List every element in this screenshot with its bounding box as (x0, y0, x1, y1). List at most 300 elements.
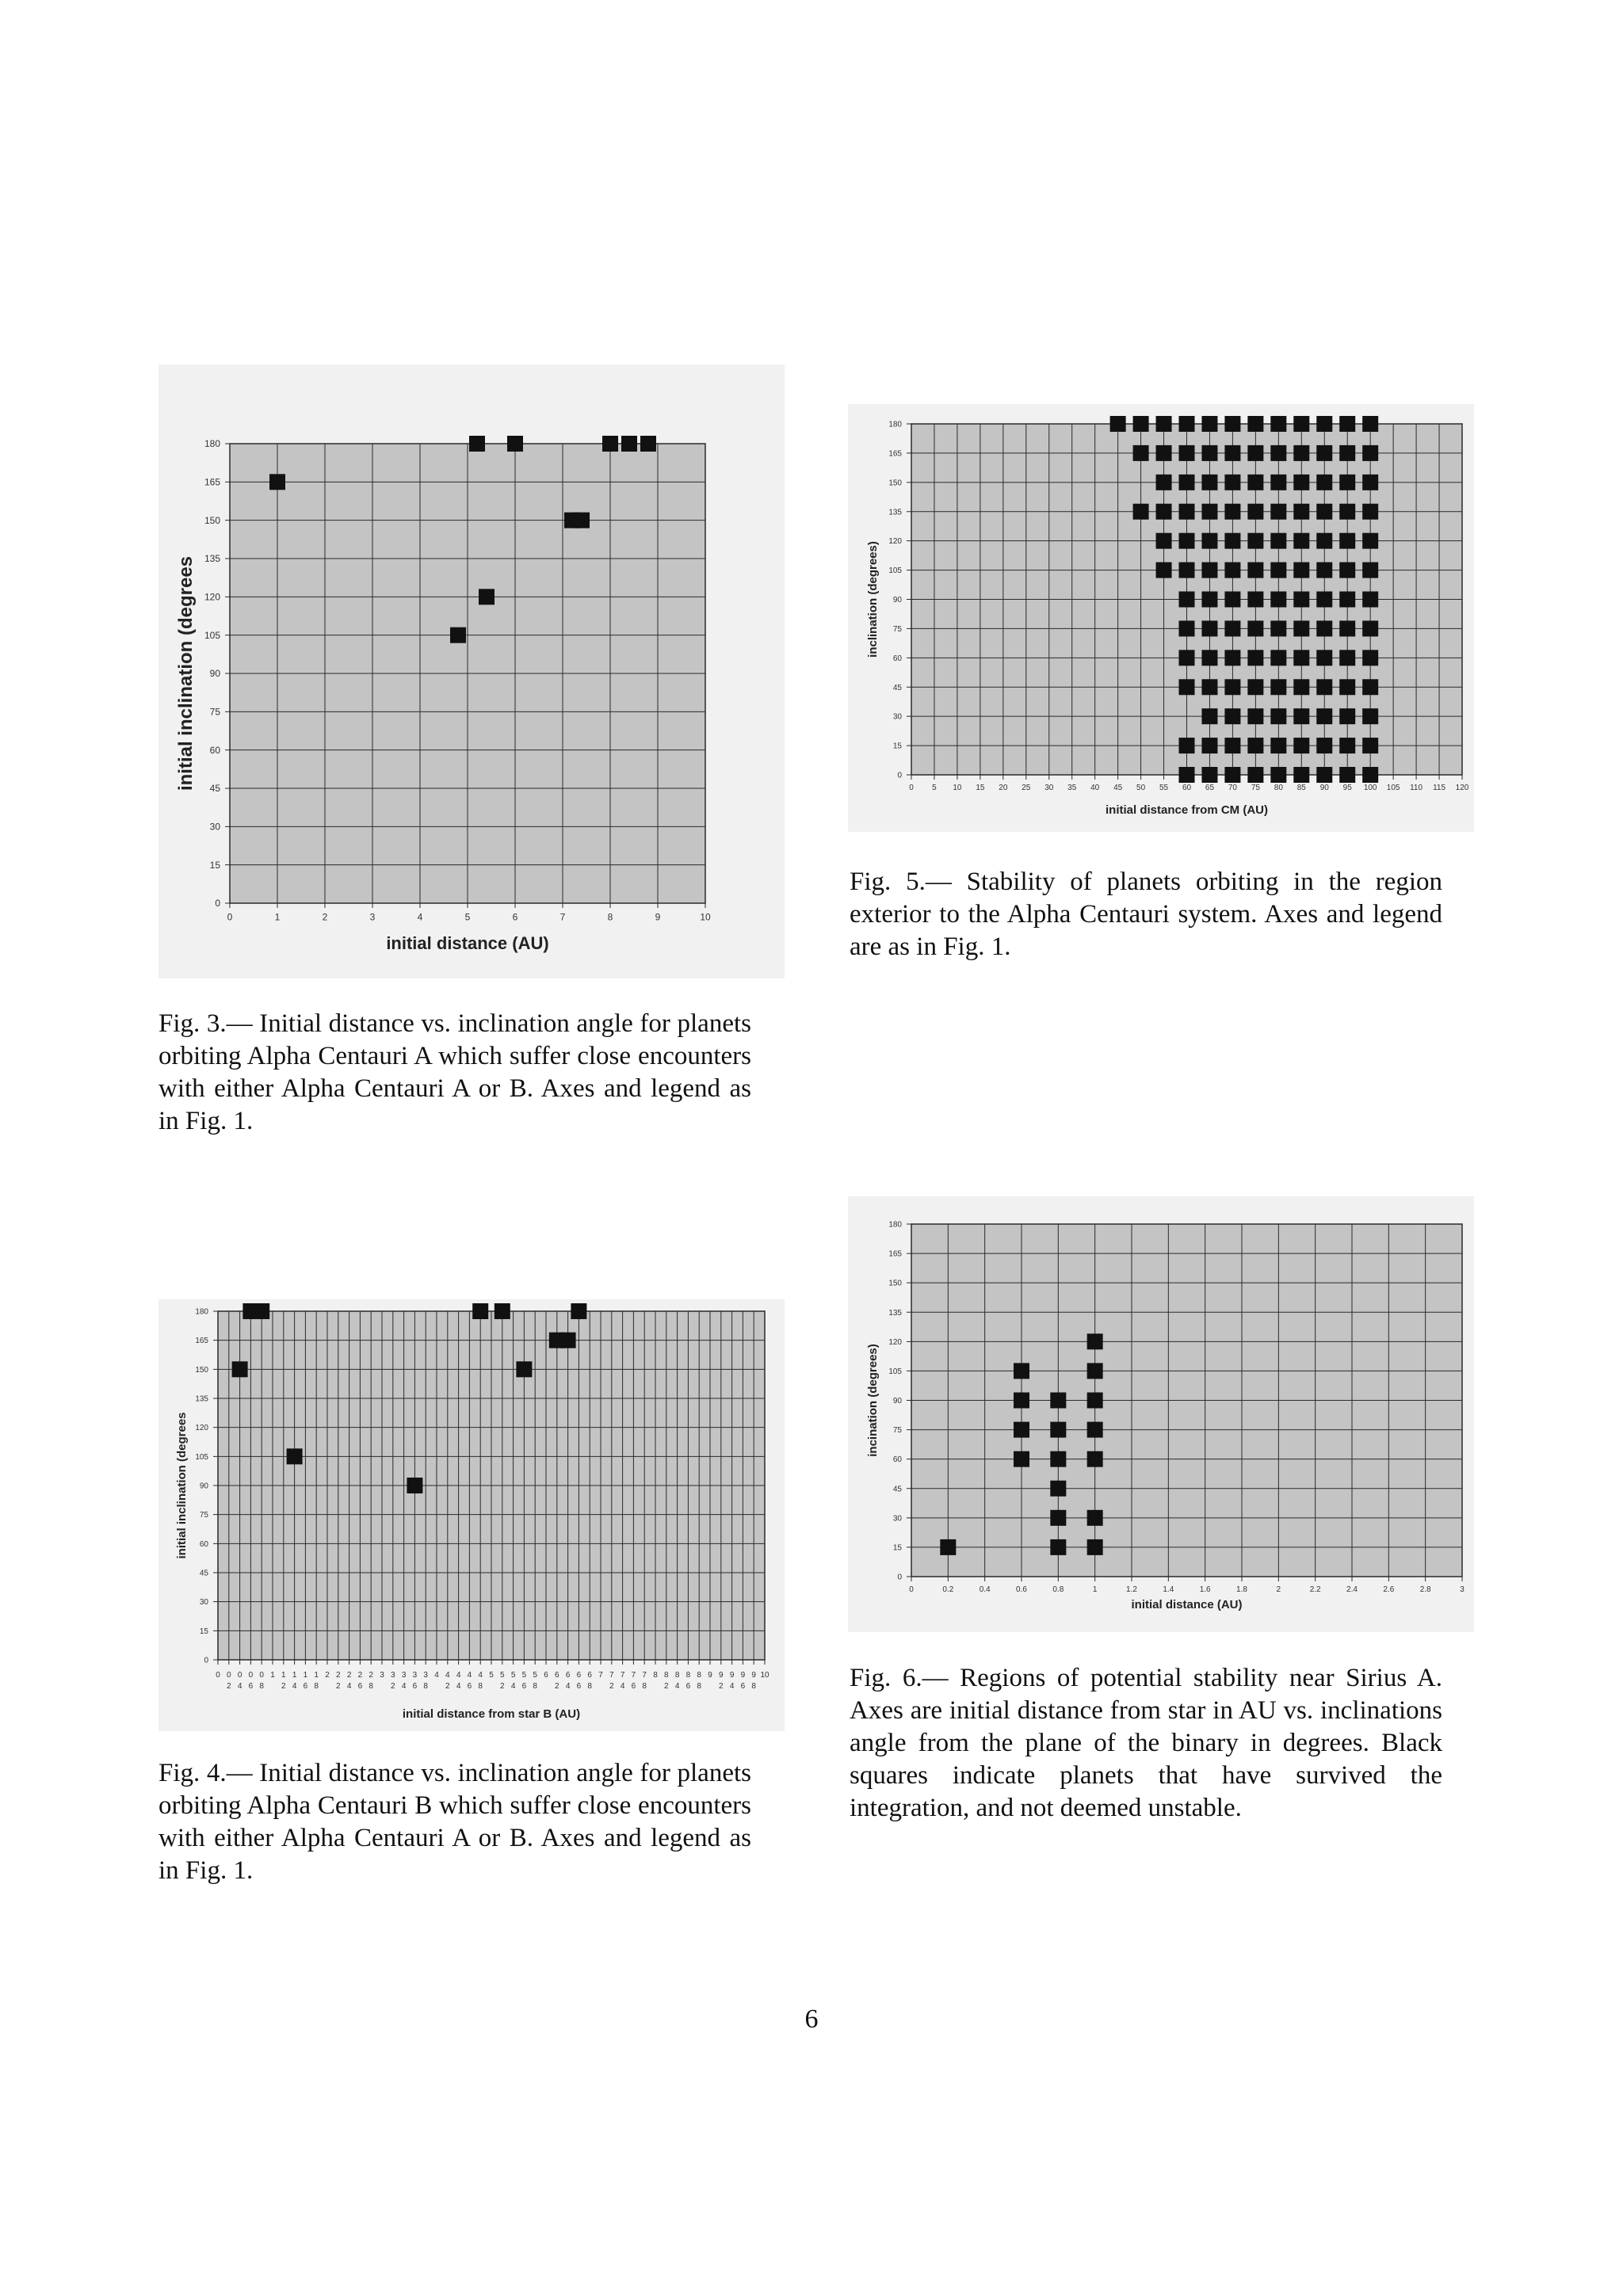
fig5-data-point (1179, 592, 1195, 608)
fig5-data-point (1247, 738, 1263, 753)
fig3-ytick-label: 150 (204, 514, 220, 526)
fig5-data-point (1201, 416, 1217, 432)
fig5-data-point (1156, 445, 1172, 461)
fig4-xtick-label: 0 (216, 1671, 220, 1680)
fig6-data-point (940, 1539, 956, 1555)
fig4-data-point (571, 1303, 586, 1319)
fig5-data-point (1293, 563, 1309, 578)
fig3-ytick-label: 45 (209, 783, 220, 795)
fig4-data-point (232, 1361, 248, 1377)
fig4-xtick-label: 8 (751, 1682, 756, 1691)
fig5-data-point (1270, 592, 1286, 608)
fig4-xtick-label: 5 (500, 1671, 505, 1680)
fig5-data-point (1224, 738, 1240, 753)
fig4-ytick-label: 45 (199, 1569, 208, 1578)
fig4-xtick-label: 4 (674, 1682, 680, 1691)
fig5-data-point (1247, 679, 1263, 695)
fig4-xtick-label: 4 (467, 1671, 472, 1680)
fig4-xtick-label: 2 (357, 1671, 363, 1680)
fig4-xtick-label: 2 (609, 1682, 614, 1691)
fig4-xtick-label: 1 (314, 1671, 319, 1680)
fig5-data-point (1247, 708, 1263, 724)
fig4-ytick-label: 150 (195, 1365, 208, 1375)
fig5-xtick-label: 25 (1022, 784, 1031, 792)
fig5-data-point (1179, 650, 1195, 666)
fig5-data-point (1316, 445, 1332, 461)
fig5-xtick-label: 90 (1319, 784, 1329, 792)
fig5-data-point (1362, 708, 1378, 724)
fig4-xtick-label: 6 (467, 1682, 472, 1691)
fig3-ytick-label: 75 (209, 706, 220, 718)
fig5-data-point (1270, 475, 1286, 490)
fig5-data-point (1362, 533, 1378, 549)
fig5-data-point (1293, 445, 1309, 461)
fig6-ytick-label: 60 (892, 1455, 902, 1465)
fig5-data-point (1201, 592, 1217, 608)
fig5-data-point (1224, 416, 1240, 432)
fig4-xtick-label: 4 (292, 1682, 297, 1691)
fig5-data-point (1247, 592, 1263, 608)
fig5-data-point (1224, 475, 1240, 490)
fig4-xtick-label: 8 (533, 1682, 537, 1691)
fig5-data-point (1316, 738, 1332, 753)
fig4-xtick-label: 2 (336, 1671, 341, 1680)
fig4-xtick-label: 4 (434, 1671, 439, 1680)
fig5-x-axis-label: initial distance from CM (AU) (1105, 803, 1269, 817)
fig5-data-point (1270, 650, 1286, 666)
fig4-xtick-label: 8 (423, 1682, 428, 1691)
fig6-data-point (1050, 1510, 1066, 1526)
fig5-data-point (1339, 738, 1355, 753)
fig5-xtick-label: 5 (932, 784, 937, 792)
fig5-data-point (1362, 620, 1378, 636)
fig5-xtick-label: 35 (1067, 784, 1077, 792)
fig4-xtick-label: 0 (259, 1671, 264, 1680)
fig4-xtick-label: 8 (664, 1671, 669, 1680)
fig5-data-point (1201, 650, 1217, 666)
fig6-xtick-label: 1.6 (1199, 1585, 1211, 1594)
fig5-xtick-label: 30 (1044, 784, 1054, 792)
fig4-xtick-label: 2 (369, 1671, 373, 1680)
fig5-xtick-label: 100 (1363, 784, 1377, 792)
fig4-y-axis-label: initial inclination (degrees (175, 1412, 189, 1559)
fig6-xtick-label: 1.4 (1163, 1585, 1174, 1594)
fig4-xtick-label: 6 (576, 1682, 582, 1691)
fig4-xtick-label: 2 (391, 1682, 395, 1691)
fig4-xtick-label: 8 (478, 1682, 483, 1691)
fig5-data-point (1293, 475, 1309, 490)
fig4-xtick-label: 6 (544, 1671, 548, 1680)
fig5-data-point (1247, 620, 1263, 636)
fig4-data-point (472, 1303, 488, 1319)
fig4-xtick-label: 6 (565, 1671, 571, 1680)
fig5-data-point (1316, 592, 1332, 608)
fig4-xtick-label: 6 (631, 1682, 636, 1691)
fig5-data-point (1224, 563, 1240, 578)
fig4-xtick-label: 4 (456, 1671, 461, 1680)
fig5-data-point (1179, 679, 1195, 695)
fig4-xtick-label: 8 (653, 1671, 658, 1680)
fig5-data-point (1201, 563, 1217, 578)
fig4-xtick-label: 7 (598, 1671, 603, 1680)
fig5-data-point (1316, 416, 1332, 432)
fig5-data-point (1270, 563, 1286, 578)
fig4-xtick-label: 4 (729, 1682, 735, 1691)
fig6-data-point (1050, 1393, 1066, 1409)
fig4-xtick-label: 6 (303, 1682, 308, 1691)
fig6-xtick-label: 3 (1460, 1585, 1465, 1594)
fig5-data-point (1339, 592, 1355, 608)
page-number: 6 (804, 2004, 819, 2034)
fig6-ytick-label: 120 (888, 1337, 902, 1347)
fig5-data-point (1247, 445, 1263, 461)
fig5-xtick-label: 60 (1182, 784, 1192, 792)
fig5-data-point (1293, 767, 1309, 783)
fig6-ytick-label: 75 (892, 1426, 902, 1436)
fig6-xtick-label: 2.8 (1419, 1585, 1431, 1594)
fig4-xtick-label: 9 (729, 1671, 735, 1680)
fig4-xtick-label: 6 (740, 1682, 746, 1691)
fig4-data-point (495, 1303, 510, 1319)
fig3-xtick-label: 7 (559, 911, 566, 923)
fig4-xtick-label: 6 (685, 1682, 691, 1691)
fig4-xtick-label: 8 (587, 1682, 592, 1691)
fig5-data-point (1339, 650, 1355, 666)
fig5-data-point (1293, 504, 1309, 520)
fig6-data-point (1050, 1422, 1066, 1438)
figure-6-caption: Fig. 6.— Regions of potential stability near Sirius A. Axes are initial distance from star in AU vs. inclinations angle from the plane of the binary in degrees. Black squares indicate planets that have survived the integration, and not deemed unstable. (850, 1664, 1442, 1822)
fig5-ytick-label: 90 (892, 596, 902, 605)
fig5-data-point (1293, 708, 1309, 724)
fig4-xtick-label: 2 (500, 1682, 505, 1691)
fig5-data-point (1270, 504, 1286, 520)
fig4-xtick-label: 9 (708, 1671, 712, 1680)
fig4-xtick-label: 8 (697, 1671, 701, 1680)
fig5-data-point (1316, 620, 1332, 636)
fig5-xtick-label: 70 (1228, 784, 1237, 792)
fig5-data-point (1270, 738, 1286, 753)
fig5-data-point (1224, 620, 1240, 636)
fig4-ytick-label: 135 (195, 1394, 208, 1404)
fig5-data-point (1339, 504, 1355, 520)
fig4-xtick-label: 6 (587, 1671, 592, 1680)
fig4-xtick-label: 10 (760, 1671, 769, 1680)
fig5-data-point (1201, 738, 1217, 753)
fig6-data-point (1087, 1510, 1103, 1526)
fig5-data-point (1224, 708, 1240, 724)
figure-4-caption: Fig. 4.— Initial distance vs. inclination angle for planets orbiting Alpha Centauri B which suffer close encounters with either Alpha Centauri A or B. Axes and legend as in Fig. 1. (158, 1759, 751, 1885)
fig4-xtick-label: 9 (719, 1671, 724, 1680)
fig6-ytick-label: 45 (892, 1485, 902, 1494)
fig5-ytick-label: 30 (892, 712, 902, 722)
fig5-data-point (1133, 504, 1149, 520)
fig4-xtick-label: 4 (401, 1682, 407, 1691)
fig5-data-point (1133, 445, 1149, 461)
fig5-data-point (1201, 708, 1217, 724)
fig4-xtick-label: 9 (740, 1671, 746, 1680)
fig5-data-point (1156, 504, 1172, 520)
fig5-xtick-label: 45 (1113, 784, 1123, 792)
fig4-xtick-label: 4 (620, 1682, 625, 1691)
fig5-data-point (1156, 533, 1172, 549)
fig5-data-point (1293, 592, 1309, 608)
fig6-data-point (1050, 1539, 1066, 1555)
fig5-data-point (1270, 445, 1286, 461)
fig5-data-point (1316, 533, 1332, 549)
fig4-xtick-label: 4 (565, 1682, 571, 1691)
fig4-xtick-label: 6 (555, 1671, 559, 1680)
fig5-data-point (1316, 708, 1332, 724)
fig5-data-point (1293, 738, 1309, 753)
fig4-xtick-label: 3 (391, 1671, 395, 1680)
fig3-xtick-label: 1 (274, 911, 281, 923)
fig4-xtick-label: 4 (346, 1682, 352, 1691)
fig6-xtick-label: 1.8 (1236, 1585, 1247, 1594)
fig4-ytick-label: 15 (199, 1627, 208, 1636)
fig5-data-point (1293, 533, 1309, 549)
fig4-xtick-label: 4 (456, 1682, 461, 1691)
fig3-x-axis-label: initial distance (AU) (386, 933, 549, 953)
fig4-xtick-label: 2 (445, 1682, 450, 1691)
fig6-data-point (1014, 1363, 1029, 1379)
fig6-y-axis-label: incination (degrees) (866, 1344, 880, 1457)
fig5-xtick-label: 65 (1205, 784, 1215, 792)
fig3-data-point (602, 436, 618, 452)
fig5-ytick-label: 120 (888, 537, 902, 547)
fig4-xtick-label: 0 (248, 1671, 254, 1680)
fig5-xtick-label: 50 (1136, 784, 1146, 792)
fig6-data-point (1087, 1363, 1103, 1379)
fig6-xtick-label: 2 (1276, 1585, 1281, 1594)
fig5-xtick-label: 40 (1090, 784, 1100, 792)
fig5-data-point (1179, 533, 1195, 549)
fig3-ytick-label: 60 (209, 744, 220, 756)
fig5-xtick-label: 115 (1433, 784, 1446, 792)
fig5-xtick-label: 20 (999, 784, 1008, 792)
fig3-xtick-label: 8 (607, 911, 613, 923)
fig4-xtick-label: 7 (609, 1671, 614, 1680)
fig5-data-point (1362, 475, 1378, 490)
fig3-xtick-label: 3 (369, 911, 376, 923)
fig4-ytick-label: 120 (195, 1424, 208, 1433)
fig3-data-point (621, 436, 637, 452)
fig5-data-point (1247, 416, 1263, 432)
fig5-data-point (1247, 563, 1263, 578)
fig5-xtick-label: 75 (1251, 784, 1260, 792)
fig4-xtick-label: 3 (423, 1671, 428, 1680)
fig4-xtick-label: 1 (292, 1671, 297, 1680)
fig5-data-point (1316, 563, 1332, 578)
fig3-data-point (640, 436, 656, 452)
fig4-xtick-label: 6 (248, 1682, 254, 1691)
fig5-data-point (1224, 445, 1240, 461)
fig6-ytick-label: 150 (888, 1279, 902, 1288)
fig5-data-point (1339, 679, 1355, 695)
fig3-xtick-label: 6 (512, 911, 518, 923)
fig6-ytick-label: 90 (892, 1397, 902, 1405)
fig4-data-point (516, 1361, 532, 1377)
fig5-xtick-label: 15 (976, 784, 985, 792)
fig5-xtick-label: 10 (953, 784, 962, 792)
fig4-xtick-label: 5 (489, 1671, 494, 1680)
fig5-ytick-label: 75 (892, 624, 902, 634)
fig4-xtick-label: 1 (270, 1671, 275, 1680)
fig4-xtick-label: 7 (631, 1671, 636, 1680)
fig4-data-point (287, 1448, 303, 1464)
fig4-ytick-label: 165 (195, 1337, 208, 1346)
fig5-data-point (1362, 650, 1378, 666)
fig5-data-point (1270, 416, 1286, 432)
fig3-y-axis-label: initial inclination (degrees (175, 555, 197, 791)
fig4-xtick-label: 5 (533, 1671, 537, 1680)
fig3-ytick-label: 15 (209, 859, 220, 871)
fig5-ytick-label: 0 (897, 771, 902, 780)
fig4-xtick-label: 5 (510, 1671, 516, 1680)
fig4-xtick-label: 0 (227, 1671, 231, 1680)
fig3-xtick-label: 9 (655, 911, 661, 923)
fig4-xtick-label: 7 (620, 1671, 625, 1680)
fig4-data-point (560, 1333, 576, 1348)
fig6-ytick-label: 180 (888, 1220, 902, 1230)
fig3-xtick-label: 5 (464, 911, 471, 923)
fig5-data-point (1270, 708, 1286, 724)
figure-6-chart (848, 1196, 1474, 1632)
fig5-ytick-label: 15 (892, 742, 902, 751)
fig6-ytick-label: 0 (897, 1573, 902, 1582)
fig3-ytick-label: 135 (204, 553, 220, 565)
fig5-data-point (1224, 504, 1240, 520)
fig4-xtick-label: 8 (674, 1671, 680, 1680)
fig4-xtick-label: 0 (237, 1671, 242, 1680)
fig5-data-point (1224, 592, 1240, 608)
fig6-ytick-label: 15 (892, 1543, 902, 1553)
fig6-data-point (1087, 1451, 1103, 1467)
fig5-ytick-label: 45 (892, 683, 902, 692)
fig5-data-point (1362, 679, 1378, 695)
fig4-xtick-label: 4 (478, 1671, 483, 1680)
fig5-data-point (1224, 650, 1240, 666)
fig5-data-point (1362, 416, 1378, 432)
fig6-ytick-label: 105 (888, 1367, 902, 1376)
fig4-xtick-label: 6 (521, 1682, 527, 1691)
fig5-data-point (1293, 650, 1309, 666)
figure-4-chart (158, 1299, 785, 1731)
fig4-ytick-label: 105 (195, 1452, 208, 1462)
fig6-xtick-label: 0.2 (942, 1585, 954, 1594)
figure-3-caption: Fig. 3.— Initial distance vs. inclination angle for planets orbiting Alpha Centauri A which suffer close encounters with either Alpha Centauri A or B. Axes and legend as in Fig. 1. (158, 1009, 751, 1135)
fig4-xtick-label: 2 (227, 1682, 231, 1691)
fig4-xtick-label: 4 (445, 1671, 450, 1680)
fig5-data-point (1316, 504, 1332, 520)
fig3-data-point (507, 436, 523, 452)
fig5-data-point (1224, 679, 1240, 695)
fig3-ytick-label: 0 (215, 898, 220, 910)
fig4-ytick-label: 30 (199, 1598, 208, 1608)
fig5-data-point (1179, 563, 1195, 578)
fig5-xtick-label: 95 (1342, 784, 1352, 792)
fig6-xtick-label: 0.4 (979, 1585, 991, 1594)
fig5-data-point (1316, 767, 1332, 783)
fig5-data-point (1339, 563, 1355, 578)
fig5-data-point (1339, 445, 1355, 461)
fig5-data-point (1110, 416, 1126, 432)
fig4-xtick-label: 8 (697, 1682, 701, 1691)
fig5-xtick-label: 120 (1455, 784, 1469, 792)
fig3-ytick-label: 90 (209, 668, 220, 680)
fig5-data-point (1201, 475, 1217, 490)
fig4-xtick-label: 2 (719, 1682, 724, 1691)
fig5-xtick-label: 80 (1274, 784, 1283, 792)
fig4-data-point (407, 1478, 422, 1493)
fig4-xtick-label: 9 (751, 1671, 756, 1680)
fig4-xtick-label: 3 (380, 1671, 384, 1680)
fig5-data-point (1247, 504, 1263, 520)
fig5-data-point (1362, 767, 1378, 783)
fig5-data-point (1339, 620, 1355, 636)
fig5-data-point (1293, 620, 1309, 636)
fig3-data-point (469, 436, 485, 452)
fig6-xtick-label: 2.2 (1309, 1585, 1321, 1594)
fig6-xtick-label: 0.6 (1016, 1585, 1027, 1594)
fig6-ytick-label: 30 (892, 1514, 902, 1524)
fig3-data-point (269, 474, 285, 490)
figure-4 (158, 1299, 785, 1731)
fig3-ytick-label: 180 (204, 438, 220, 450)
fig3-xtick-label: 0 (227, 911, 233, 923)
fig5-data-point (1339, 475, 1355, 490)
fig5-data-point (1179, 767, 1195, 783)
fig5-data-point (1339, 533, 1355, 549)
fig4-x-axis-label: initial distance from star B (AU) (402, 1707, 581, 1721)
fig6-xtick-label: 2.4 (1346, 1585, 1358, 1594)
fig4-xtick-label: 5 (521, 1671, 527, 1680)
fig3-data-point (450, 627, 466, 643)
fig5-data-point (1316, 650, 1332, 666)
fig6-data-point (1014, 1422, 1029, 1438)
fig4-xtick-label: 8 (685, 1671, 691, 1680)
figure-5-chart (848, 404, 1474, 832)
fig5-data-point (1247, 475, 1263, 490)
figure-3 (158, 364, 785, 978)
fig5-y-axis-label: inclination (degrees) (866, 541, 880, 658)
fig4-xtick-label: 4 (237, 1682, 242, 1691)
fig6-xtick-label: 0 (909, 1585, 914, 1594)
fig5-data-point (1339, 416, 1355, 432)
fig5-xtick-label: 0 (909, 784, 914, 792)
fig3-data-point (479, 589, 495, 605)
fig5-data-point (1156, 563, 1172, 578)
fig5-ytick-label: 105 (888, 566, 902, 576)
fig5-data-point (1224, 767, 1240, 783)
fig5-data-point (1201, 533, 1217, 549)
figure-6 (848, 1196, 1474, 1632)
fig6-xtick-label: 2.6 (1383, 1585, 1395, 1594)
fig6-xtick-label: 1.2 (1126, 1585, 1137, 1594)
fig3-ytick-label: 30 (209, 821, 220, 833)
fig4-ytick-label: 0 (204, 1656, 208, 1665)
fig4-xtick-label: 6 (412, 1682, 418, 1691)
fig6-x-axis-label: initial distance (AU) (1131, 1598, 1243, 1611)
fig5-data-point (1362, 563, 1378, 578)
fig4-xtick-label: 2 (325, 1671, 330, 1680)
fig3-data-point (574, 513, 590, 528)
figure-5 (848, 404, 1474, 832)
fig4-xtick-label: 2 (346, 1671, 352, 1680)
fig4-xtick-label: 7 (642, 1671, 647, 1680)
fig5-data-point (1339, 708, 1355, 724)
fig5-data-point (1270, 620, 1286, 636)
fig5-xtick-label: 105 (1386, 784, 1400, 792)
